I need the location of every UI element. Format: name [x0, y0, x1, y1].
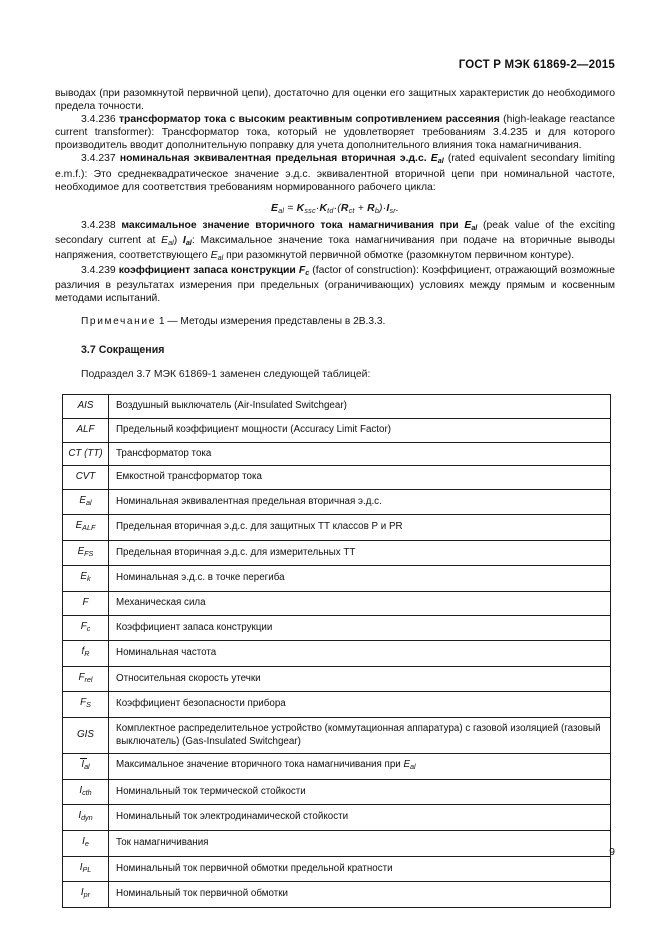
table-row	[63, 779, 611, 805]
clause-definition-symbol-sub: al	[217, 252, 224, 262]
clause-definition-symbol: E	[210, 249, 218, 261]
formula-term-3: R	[340, 202, 349, 214]
abbrev-description: Предельная вторичная э.д.с. для защитных ТТ классов Р и PR	[109, 515, 611, 541]
table-row	[63, 566, 611, 592]
table-row	[63, 754, 611, 780]
table-row	[63, 592, 611, 616]
abbrev-description: Номинальный ток электродинамической стойкости	[109, 805, 611, 831]
abbrev-description: Емкостной трансформатор тока	[109, 466, 611, 490]
note-label: Примечание	[81, 316, 156, 328]
abbrev-symbol: CT (TT)	[63, 442, 109, 466]
table-row	[63, 692, 611, 718]
abbreviations-table-body	[63, 395, 611, 907]
page-content	[55, 0, 615, 908]
abbrev-symbol: $F_{rel}$	[63, 666, 109, 692]
continued-paragraph: выводах (при разомкнутой первичной цепи), достаточно для оценки его защитных характеристик до необходимого предела точности.	[55, 88, 615, 113]
clause-bold-symbol: I	[182, 234, 186, 246]
clause-3-4-239	[55, 264, 615, 305]
table-row	[63, 831, 611, 857]
clause-symbol-subscript: c	[305, 268, 310, 278]
formula-term-5: I	[386, 202, 390, 214]
clause-english-pre: (peak value of the exciting secondary current at	[55, 219, 615, 246]
abbrev-symbol: $E_{FS}$	[63, 540, 109, 566]
clause-number: 3.4.237	[81, 153, 116, 165]
clause-3-4-236	[55, 113, 615, 152]
abbrev-symbol: $I_{PL}$	[63, 856, 109, 882]
formula-open-paren: (	[337, 202, 341, 214]
note-text: Методы измерения представлены в 2В.3.3.	[180, 316, 386, 328]
table-row	[63, 489, 611, 515]
formula-term-4: R	[367, 202, 375, 214]
table-row	[63, 805, 611, 831]
formula-term-5-sub: sr	[389, 205, 396, 215]
abbrev-symbol: ALF	[63, 418, 109, 442]
clause-symbol-subscript: al	[437, 156, 444, 166]
abbrev-description: Относительная скорость утечки	[109, 666, 611, 692]
formula-term-3-sub: ct	[348, 205, 355, 215]
clause-number: 3.4.236	[81, 114, 116, 126]
clause-term: максимальное значение вторичного тока намагничивания при	[121, 219, 459, 231]
abbrev-symbol: $F_c$	[63, 615, 109, 641]
table-row	[63, 882, 611, 908]
clause-term: номинальная эквивалентная предельная вторичная э.д.с.	[119, 153, 427, 165]
abbrev-description: Номинальный ток первичной обмотки предельной кратности	[109, 856, 611, 882]
table-row	[63, 615, 611, 641]
abbrev-symbol: GIS	[63, 718, 109, 754]
clause-definition-pre: Максимальное значение тока намагничивания при подаче на вторичные выводы напряжения, соответствующего	[55, 234, 616, 261]
formula-lhs-sub: al	[278, 205, 285, 215]
abbrev-description: Предельная вторичная э.д.с. для измерительных ТТ	[109, 540, 611, 566]
table-row	[63, 515, 611, 541]
formula-close-paren: )	[379, 202, 383, 214]
abbrev-symbol: $Î_{al}$	[63, 754, 109, 780]
abbrev-description: Номинальная э.д.с. в точке перегиба	[109, 566, 611, 592]
clause-english: (high-leakage reactance current transformer):	[55, 114, 615, 139]
abbrev-symbol: $f_R$	[63, 641, 109, 667]
abbrev-description: Трансформатор тока	[109, 442, 611, 466]
clause-number: 3.4.239	[81, 265, 116, 277]
formula-end: .	[395, 202, 399, 214]
table-row	[63, 666, 611, 692]
clause-english: (rated equivalent secondary limiting e.m.f.):	[55, 153, 616, 180]
abbrev-symbol: AIS	[63, 395, 109, 419]
abbrev-symbol: $E_{ALF}$	[63, 515, 109, 541]
page-number: 9	[609, 846, 615, 858]
abbrev-symbol: F	[63, 592, 109, 616]
clause-symbol: F	[298, 265, 306, 277]
clause-english-symbol: E	[161, 234, 169, 246]
abbrev-symbol: $I_{pr}$	[63, 882, 109, 908]
section-number: 3.7	[81, 344, 96, 357]
abbrev-description: Номинальный ток термической стойкости	[109, 779, 611, 805]
formula-term-1-sub: ssc	[304, 205, 316, 215]
formula-dot-1: ·	[315, 202, 320, 214]
formula-dot-2: ·	[333, 202, 338, 214]
note-line	[55, 316, 615, 327]
clause-term-symbol: E	[464, 219, 472, 231]
section-title-text: Сокращения	[98, 344, 165, 357]
clause-term: трансформатор тока с высоким реактивным сопротивлением рассеяния	[118, 114, 500, 126]
clause-number: 3.4.238	[81, 219, 116, 231]
abbrev-description: Механическая сила	[109, 592, 611, 616]
clause-3-4-237	[55, 152, 615, 193]
abbrev-description: Номинальный ток первичной обмотки	[109, 882, 611, 908]
abbrev-symbol: $I_{dyn}$	[63, 805, 109, 831]
clause-colon: :	[191, 234, 195, 246]
abbrev-description: Предельный коэффициент мощности (Accuracy Limit Factor)	[109, 418, 611, 442]
table-row	[63, 466, 611, 490]
table-row	[63, 442, 611, 466]
formula-rated-equivalent-emf	[55, 203, 615, 215]
abbrev-description: Коэффициент запаса конструкции	[109, 615, 611, 641]
abbrev-symbol: CVT	[63, 466, 109, 490]
clause-definition: Трансформатор тока, который не удовлетворяет требованиям 3.4.235 и для которого производитель вводит дополнительную поправку для учета дополнительного влияния тока намагничивания.	[55, 127, 615, 152]
formula-lhs: E	[271, 202, 279, 214]
table-row	[63, 540, 611, 566]
section-heading	[55, 344, 615, 356]
abbrev-description: Воздушный выключатель (Air-Insulated Switchgear)	[109, 395, 611, 419]
abbreviations-table	[62, 394, 611, 907]
hat-accent: Î	[81, 759, 85, 771]
clause-definition: Это среднеквадратическое значение э.д.с. эквивалентной вторичной цепи при номинальной частоте, необходимое для соответствия требованиям нормированного рабочего цикла:	[55, 168, 615, 193]
clause-english-post: )	[173, 234, 178, 246]
note-dash: —	[167, 316, 178, 328]
formula-term-1: K	[296, 202, 305, 214]
clause-term: коэффициент запаса конструкции	[118, 265, 296, 277]
abbrev-description: Коэффициент безопасности прибора	[109, 692, 611, 718]
abbrev-description: Номинальная эквивалентная предельная вторичная э.д.с.	[109, 489, 611, 515]
abbrev-symbol: $I_{cth}$	[63, 779, 109, 805]
formula-term-4-sub: b	[374, 205, 380, 215]
clause-english-symbol-sub: al	[168, 237, 174, 247]
abbrev-symbol: $E_k$	[63, 566, 109, 592]
formula-term-2: K	[319, 202, 328, 214]
abbrev-symbol: $F_S$	[63, 692, 109, 718]
table-row	[63, 395, 611, 419]
clause-symbol: E	[430, 153, 438, 165]
table-row	[63, 718, 611, 754]
table-row	[63, 856, 611, 882]
clause-definition: Коэффициент, отражающий возможные различия в результатах измерения при предельных (ограничивающих) условиях между прямым и косвенным методами испытаний.	[55, 265, 616, 305]
clause-term-symbol-sub: al	[471, 222, 478, 232]
formula-term-2-sub: td	[327, 205, 334, 215]
table-lead-in: Подраздел 3.7 МЭК 61869-1 заменен следующей таблицей:	[81, 369, 371, 381]
table-row	[63, 418, 611, 442]
table-row	[63, 641, 611, 667]
clause-definition-post: при разомкнутой первичной обмотке (разомкнутом первичном контуре).	[223, 249, 575, 261]
abbrev-symbol: $I_e$	[63, 831, 109, 857]
document-header: ГОСТ Р МЭК 61869-2—2015	[458, 59, 615, 71]
formula-equals: =	[287, 202, 294, 214]
abbrev-symbol: $E_{al}$	[63, 489, 109, 515]
formula-dot-3: ·	[382, 202, 387, 214]
abbrev-description: Ток намагничивания	[109, 831, 611, 857]
abbrev-description: Максимальное значение вторичного тока намагничивания при $E_{al}$	[109, 754, 611, 780]
formula-plus: +	[357, 202, 364, 214]
clause-english: (factor of construction):	[312, 265, 419, 277]
abbrev-description: Комплектное распределительное устройство (коммутационная аппаратура) с газовой изоляцией (газовый выключатель) (Gas-Insulated Switchgear)	[109, 718, 611, 754]
note-number: 1	[158, 316, 165, 328]
abbrev-description: Номинальная частота	[109, 641, 611, 667]
clause-3-4-238	[55, 219, 615, 264]
clause-bold-symbol-sub: al	[185, 237, 192, 247]
